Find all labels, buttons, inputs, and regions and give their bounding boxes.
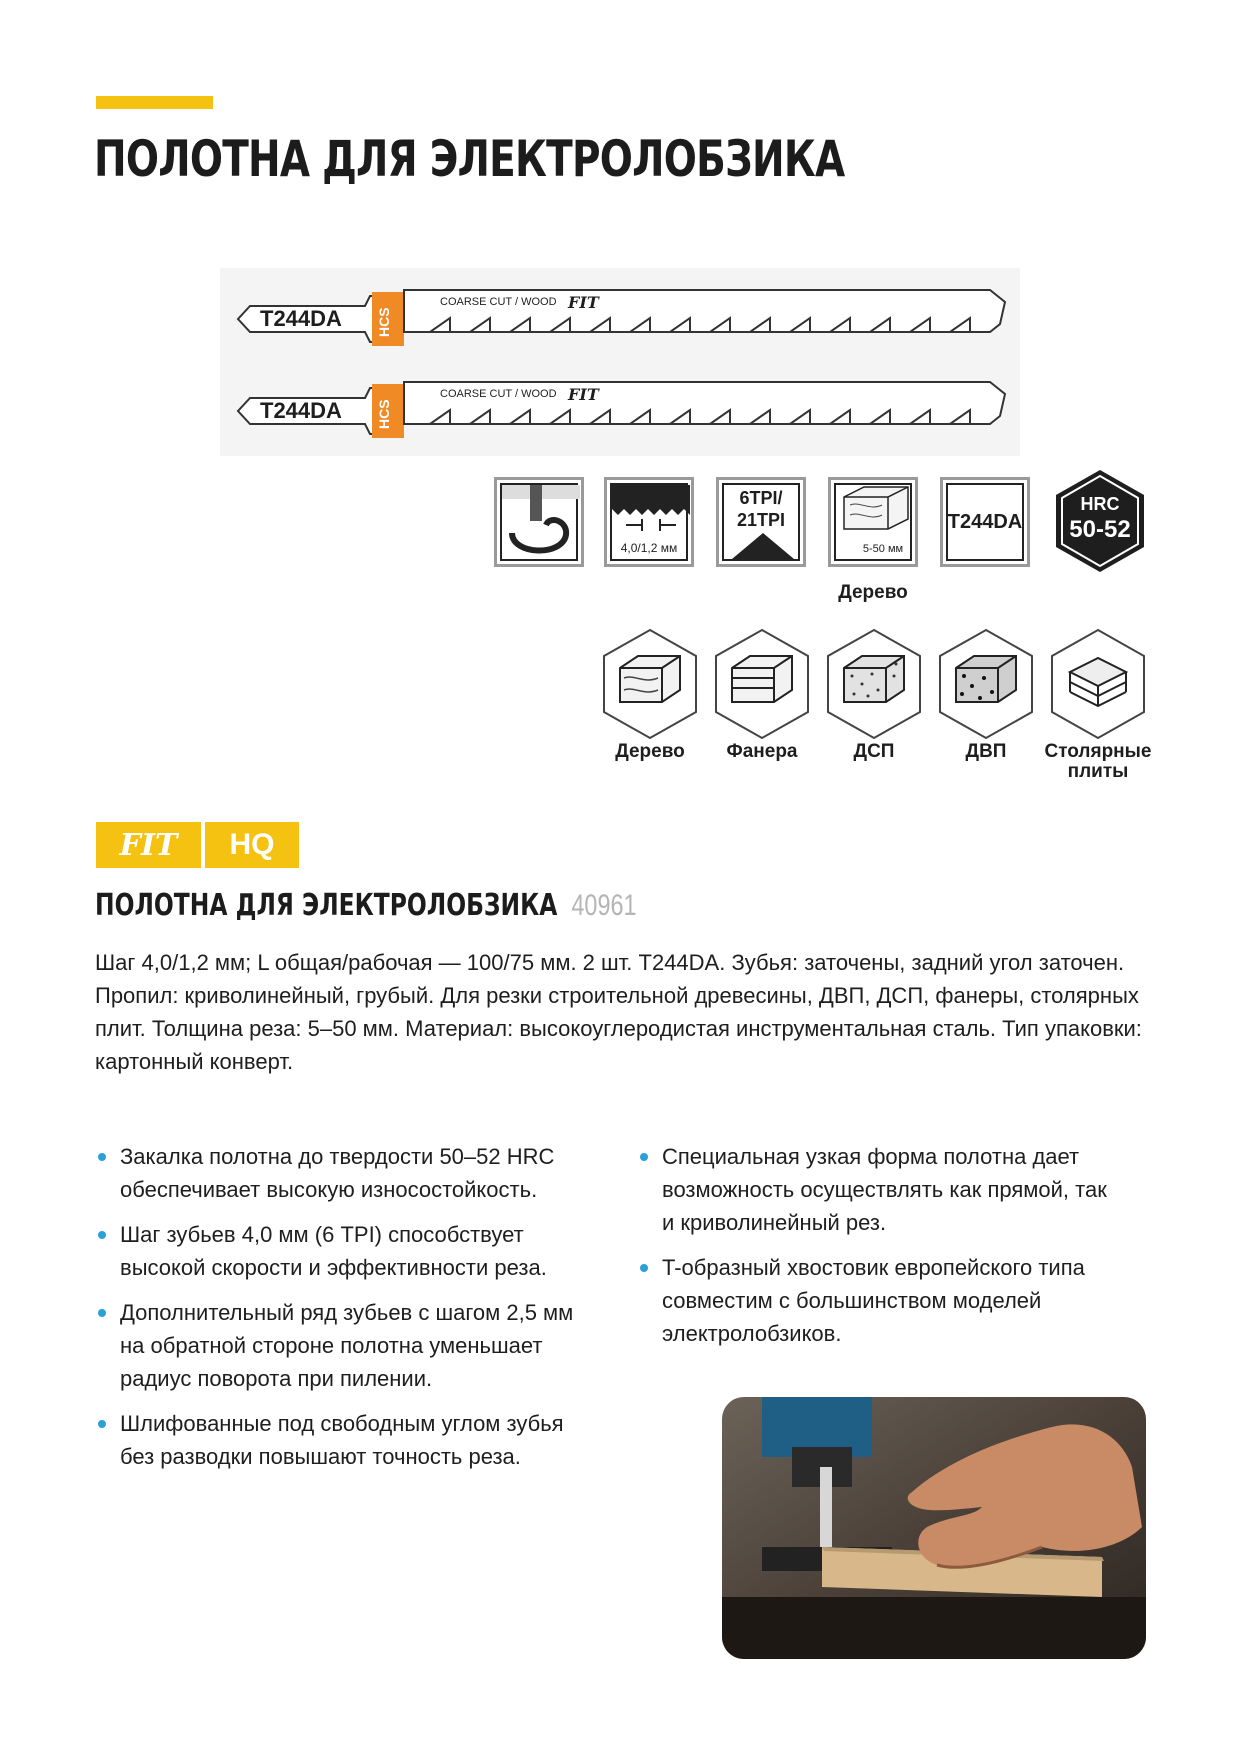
product-description: Шаг 4,0/1,2 мм; L общая/рабочая — 100/75 мм. 2 шт. T244DA. Зубья: заточены, задний угол заточен. Пропил: криволинейный, грубый. Для резки строительной древесины, ДВП, ДСП, фанеры, столярных плит. Толщина реза: 5–50 мм. Материал: высокоуглеродистая инструментальная сталь. Тип упаковки: картонный конверт. <box>95 950 1142 1074</box>
blade-2-model: T244DA <box>260 398 342 423</box>
model-icon-label: T244DA <box>947 510 1023 533</box>
product-title <box>95 888 637 923</box>
blade-2-brand: FIT <box>568 385 599 404</box>
product-title-text: ПОЛОТНА ДЛЯ ЭЛЕКТРОЛОБЗИКА <box>95 888 558 923</box>
thickness-value: 5-50 мм <box>862 543 904 555</box>
blade-1-brand: FIT <box>568 293 599 312</box>
wood-material-icon <box>600 628 700 740</box>
feature-item: Дополнительный ряд зубьев с шагом 2,5 мм на обратной стороне полотна уменьшает радиус поворота при пилении. <box>96 1296 596 1395</box>
thickness-caption: Дерево <box>838 582 908 603</box>
blade-2 <box>238 382 1005 438</box>
feature-item: T-образный хвостовик европейского типа совместим с большинством моделей электролобзиков. <box>638 1251 1108 1350</box>
cut-thickness-icon <box>828 477 918 567</box>
hrc-label: HRC <box>1080 494 1120 514</box>
page-title: ПОЛОТНА ДЛЯ ЭЛЕКТРОЛОБЗИКА <box>94 130 845 188</box>
triangle-icon <box>724 531 802 559</box>
feature-item: Закалка полотна до твердости 50–52 HRC обеспечивает высокую износостойкость. <box>96 1140 596 1206</box>
product-code: 40961 <box>571 889 637 922</box>
feature-item: Шаг зубьев 4,0 мм (6 TPI) способствует высокой скорости и эффективности реза. <box>96 1218 596 1284</box>
tpi-line2: 21TPI <box>736 510 786 530</box>
features-right <box>638 1140 1108 1362</box>
features-left <box>96 1140 596 1485</box>
material-label-blockboard: Столярные плиты <box>1044 741 1152 782</box>
brand-badge <box>96 822 299 868</box>
hrc-value: 50-52 <box>1069 516 1131 543</box>
header-accent-bar <box>96 96 213 109</box>
hrc-badge <box>1052 468 1148 574</box>
jigsaw-usage-photo <box>722 1397 1146 1659</box>
blade-1-model: T244DA <box>260 306 342 331</box>
tpi-line1: 6TPI/ <box>739 488 783 508</box>
blades-illustration <box>220 268 1020 456</box>
blockboard-material-icon <box>1048 628 1148 740</box>
blade-1 <box>238 290 1005 346</box>
blade-2-cut-label: COARSE CUT / WOOD <box>440 388 557 400</box>
blade-1-material-tag: HCS <box>376 307 392 337</box>
brand-hq-logo: HQ <box>205 822 299 868</box>
chipboard-material-icon <box>824 628 924 740</box>
model-icon <box>940 477 1030 567</box>
material-label-wood: Дерево <box>615 741 685 762</box>
blade-2-material-tag: HCS <box>376 399 392 429</box>
curved-cut-icon <box>494 477 584 567</box>
pitch-icon <box>604 477 694 567</box>
blades-image <box>220 268 1020 456</box>
pitch-value: 4,0/1,2 мм <box>620 541 678 555</box>
tpi-icon <box>716 477 806 567</box>
plywood-material-icon <box>712 628 812 740</box>
material-label-plywood: Фанера <box>726 741 798 762</box>
material-label-chipboard: ДСП <box>853 741 895 762</box>
blade-1-cut-label: COARSE CUT / WOOD <box>440 296 557 308</box>
feature-item: Шлифованные под свободным углом зубья без разводки повышают точность реза. <box>96 1407 596 1473</box>
brand-fit-logo: FIT <box>96 822 201 868</box>
material-label-fiberboard: ДВП <box>965 741 1007 762</box>
feature-item: Специальная узкая форма полотна дает возможность осуществлять как прямой, так и криволинейный рез. <box>638 1140 1108 1239</box>
fiberboard-material-icon <box>936 628 1036 740</box>
